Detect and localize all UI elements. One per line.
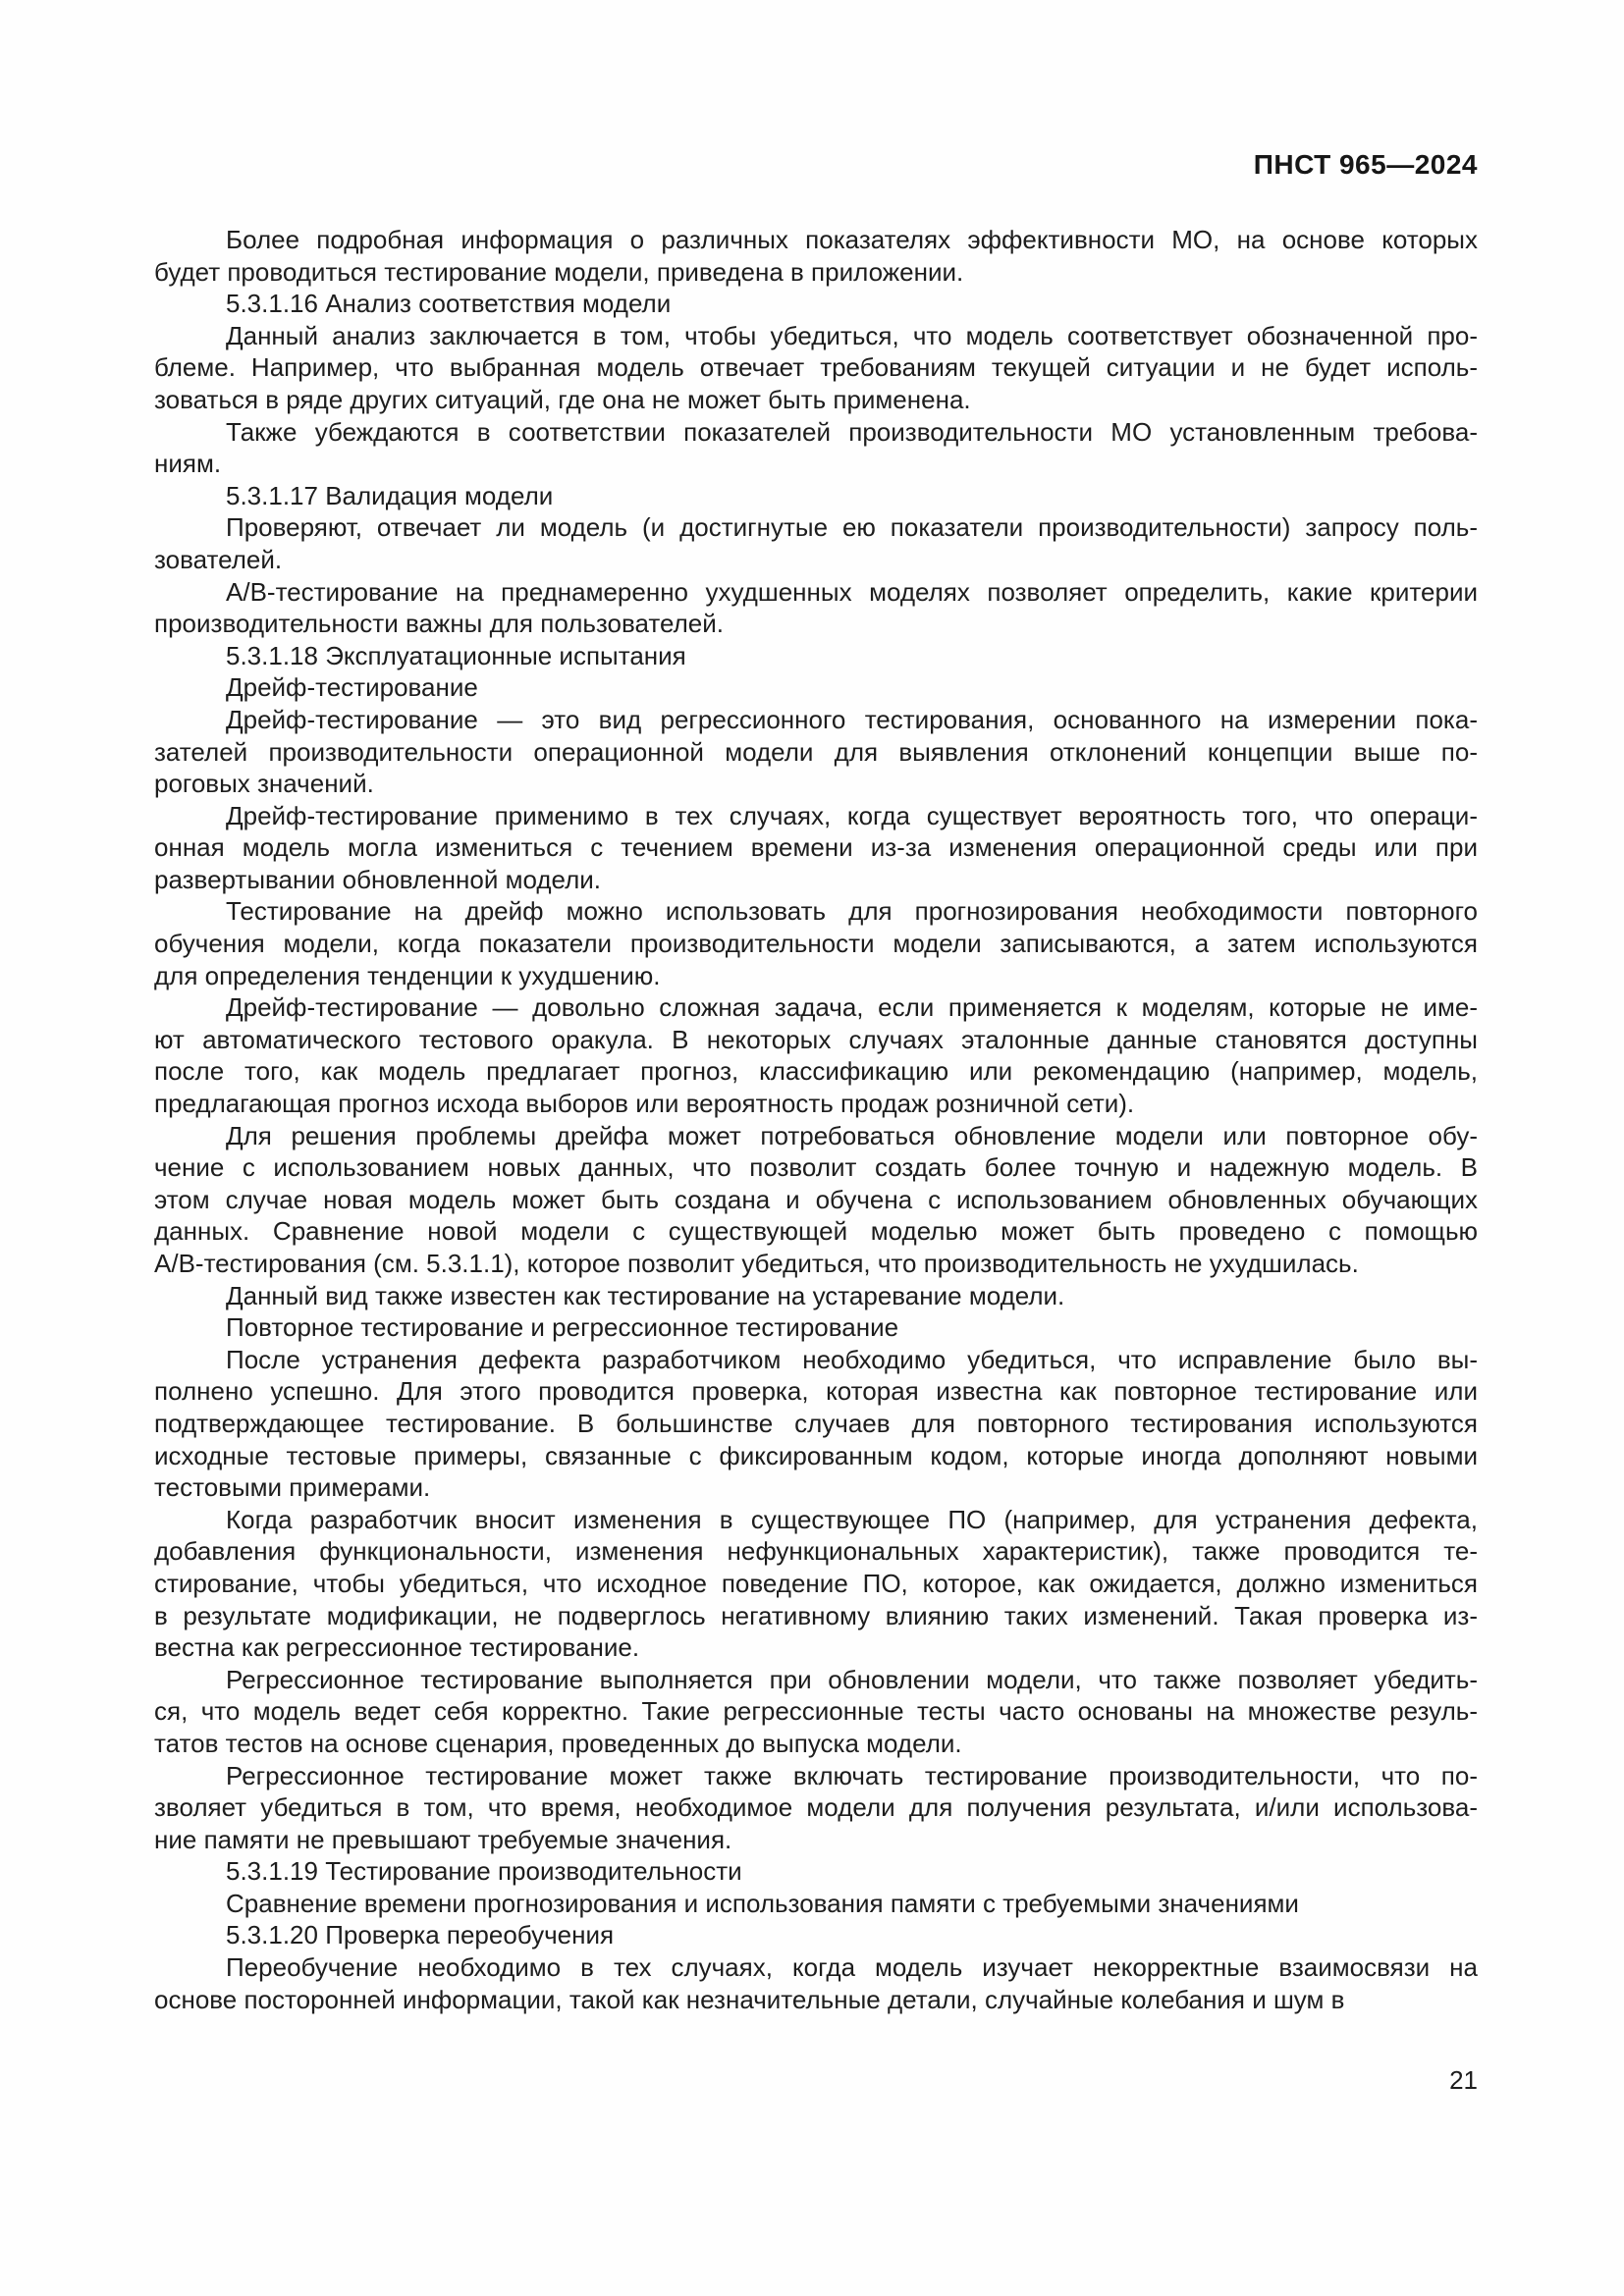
text-line: тестовыми примерами. [154, 1472, 431, 1503]
text-line: Дрейф-тестирование применимо в тех случаях, когда существует вероятность того, что операци- [226, 800, 1478, 830]
text-line: 5.3.1.17 Валидация модели [226, 480, 554, 510]
text-line: Более подробная информация о различных показателях эффективности МО, на основе которых [226, 225, 1478, 254]
text-line: основе посторонней информации, такой как незначительные детали, случайные колебания и шум в [154, 1984, 1345, 2014]
text-line: исходные тестовые примеры, связанные с фиксированным кодом, которые иногда дополняют новыми [154, 1440, 1478, 1470]
text-line: Повторное тестирование и регрессионное тестирование [226, 1312, 899, 1343]
document-number-header: ПНСТ 965—2024 [1253, 149, 1478, 180]
paragraph [154, 1504, 1478, 1664]
section-heading [154, 480, 1478, 512]
paragraph [154, 800, 1478, 896]
text-line: татов тестов на основе сценария, проведенных до выпуска модели. [154, 1728, 962, 1758]
section-subheading [154, 1311, 1478, 1344]
text-line: этом случае новая модель может быть создана и обучена с использованием обновленных обучающих [154, 1184, 1478, 1214]
text-line: чение с использованием новых данных, что позволит создать более точную и надежную модель. В [154, 1152, 1478, 1183]
paragraph [154, 1120, 1478, 1280]
text-line: предлагающая прогноз исхода выборов или вероятность продаж розничной сети). [154, 1089, 1135, 1119]
text-line: зателей производительности операционной модели для выявления отклонений концепции выше по- [154, 736, 1478, 767]
text-line: Переобучение необходимо в тех случаях, когда модель изучает некорректные взаимосвязи на [226, 1952, 1478, 1983]
paragraph [154, 704, 1478, 800]
text-line: 5.3.1.19 Тестирование производительности [226, 1856, 742, 1887]
text-line: обучения модели, когда показатели производительности модели записываются, а затем используются [154, 929, 1478, 959]
section-subheading [154, 671, 1478, 704]
text-line: Дрейф-тестирование — довольно сложная задача, если применяется к моделям, которые не име- [226, 992, 1478, 1023]
text-line: в результате модификации, не подверглось негативному влиянию таких изменений. Такая проверка из- [154, 1600, 1478, 1630]
text-line: 5.3.1.20 Проверка переобучения [226, 1920, 615, 1950]
page-number: 21 [1449, 2065, 1478, 2095]
text-line: полнено успешно. Для этого проводится проверка, которая известна как повторное тестирование или [154, 1376, 1478, 1407]
text-line: ние памяти не превышают требуемые значения. [154, 1824, 732, 1854]
text-line: онная модель могла измениться с течением времени из-за изменения операционной среды или при [154, 832, 1478, 863]
text-line: данных. Сравнение новой модели с существующей моделью может быть проведено с помощью [154, 1216, 1478, 1247]
text-line: Тестирование на дрейф можно использовать для прогнозирования необходимости повторного [226, 896, 1478, 927]
text-line: для определения тенденции к ухудшению. [154, 960, 661, 990]
text-line: после того, как модель предлагает прогноз, классификацию или рекомендацию (например, модель, [154, 1056, 1478, 1087]
section-heading [154, 1919, 1478, 1951]
text-line: развертывании обновленной модели. [154, 864, 602, 894]
text-line: А/В-тестирование на преднамеренно ухудшенных моделях позволяет определить, какие критерии [226, 576, 1478, 607]
text-line: Проверяют, отвечает ли модель (и достигнутые ею показатели производительности) запросу поль- [226, 512, 1478, 543]
text-line: Регрессионное тестирование может также включать тестирование производительности, что по- [226, 1760, 1478, 1790]
text-line: будет проводиться тестирование модели, приведена в приложении. [154, 256, 964, 287]
paragraph [154, 511, 1478, 575]
text-line: вестна как регрессионное тестирование. [154, 1632, 640, 1663]
text-line: После устранения дефекта разработчиком необходимо убедиться, что исправление было вы- [226, 1344, 1478, 1374]
paragraph [154, 320, 1478, 416]
text-line: А/В-тестирования (см. 5.3.1.1), которое позволит убедиться, что производительность не ухудшилась. [154, 1249, 1359, 1278]
text-line: Данный вид также известен как тестирование на устаревание модели. [226, 1280, 1065, 1310]
text-line: Дрейф-тестирование [226, 672, 478, 703]
text-line: Также убеждаются в соответствии показателей производительности МО установленным требова- [226, 416, 1478, 447]
text-line: ниям. [154, 449, 222, 479]
text-line: 5.3.1.16 Анализ соответствия модели [226, 289, 672, 319]
paragraph [154, 991, 1478, 1119]
paragraph [154, 1664, 1478, 1760]
text-line: ся, что модель ведет себя корректно. Такие регрессионные тесты часто основаны на множестве резуль- [154, 1696, 1478, 1727]
section-heading [154, 1855, 1478, 1888]
text-line: зоваться в ряде других ситуаций, где она не может быть применена. [154, 384, 971, 414]
text-line: 5.3.1.18 Эксплуатационные испытания [226, 640, 686, 670]
text-line: Регрессионное тестирование выполняется при обновлении модели, что также позволяет убедить- [226, 1664, 1478, 1694]
text-line: Данный анализ заключается в том, чтобы убедиться, что модель соответствует обозначенной про- [226, 320, 1478, 350]
section-heading [154, 288, 1478, 320]
paragraph [154, 1951, 1478, 2015]
paragraph [154, 224, 1478, 288]
text-line: зволяет убедиться в том, что время, необходимое модели для получения результата, и/или использова- [154, 1792, 1478, 1823]
paragraph [154, 1344, 1478, 1504]
text-line: Дрейф-тестирование — это вид регрессионного тестирования, основанного на измерении пока- [226, 704, 1478, 734]
paragraph [154, 576, 1478, 640]
paragraph [154, 416, 1478, 480]
section-heading [154, 640, 1478, 672]
text-line: подтверждающее тестирование. В большинстве случаев для повторного тестирования используются [154, 1408, 1478, 1438]
text-line: ют автоматического тестового оракула. В некоторых случаях эталонные данные становятся доступны [154, 1024, 1478, 1054]
text-line: блеме. Например, что выбранная модель отвечает требованиям текущей ситуации и не будет исполь- [154, 352, 1478, 383]
text-line: Для решения проблемы дрейфа может потребоваться обновление модели или повторное обу- [226, 1120, 1478, 1150]
paragraph [154, 1280, 1478, 1312]
text-line: зователей. [154, 544, 283, 574]
text-line: роговых значений. [154, 769, 374, 799]
text-line: производительности важны для пользователей. [154, 609, 725, 639]
text-line: стирование, чтобы убедиться, что исходное поведение ПО, которое, как ожидается, должно измениться [154, 1568, 1478, 1598]
paragraph [154, 895, 1478, 991]
text-line: Когда разработчик вносит изменения в существующее ПО (например, для устранения дефекта, [226, 1504, 1478, 1534]
paragraph [154, 1888, 1478, 1920]
paragraph [154, 1760, 1478, 1856]
text-line: Сравнение времени прогнозирования и использования памяти с требуемыми значениями [226, 1888, 1299, 1918]
document-body [154, 224, 1478, 2015]
text-line: добавления функциональности, изменения нефункциональных характеристик), также проводится те- [154, 1536, 1478, 1567]
